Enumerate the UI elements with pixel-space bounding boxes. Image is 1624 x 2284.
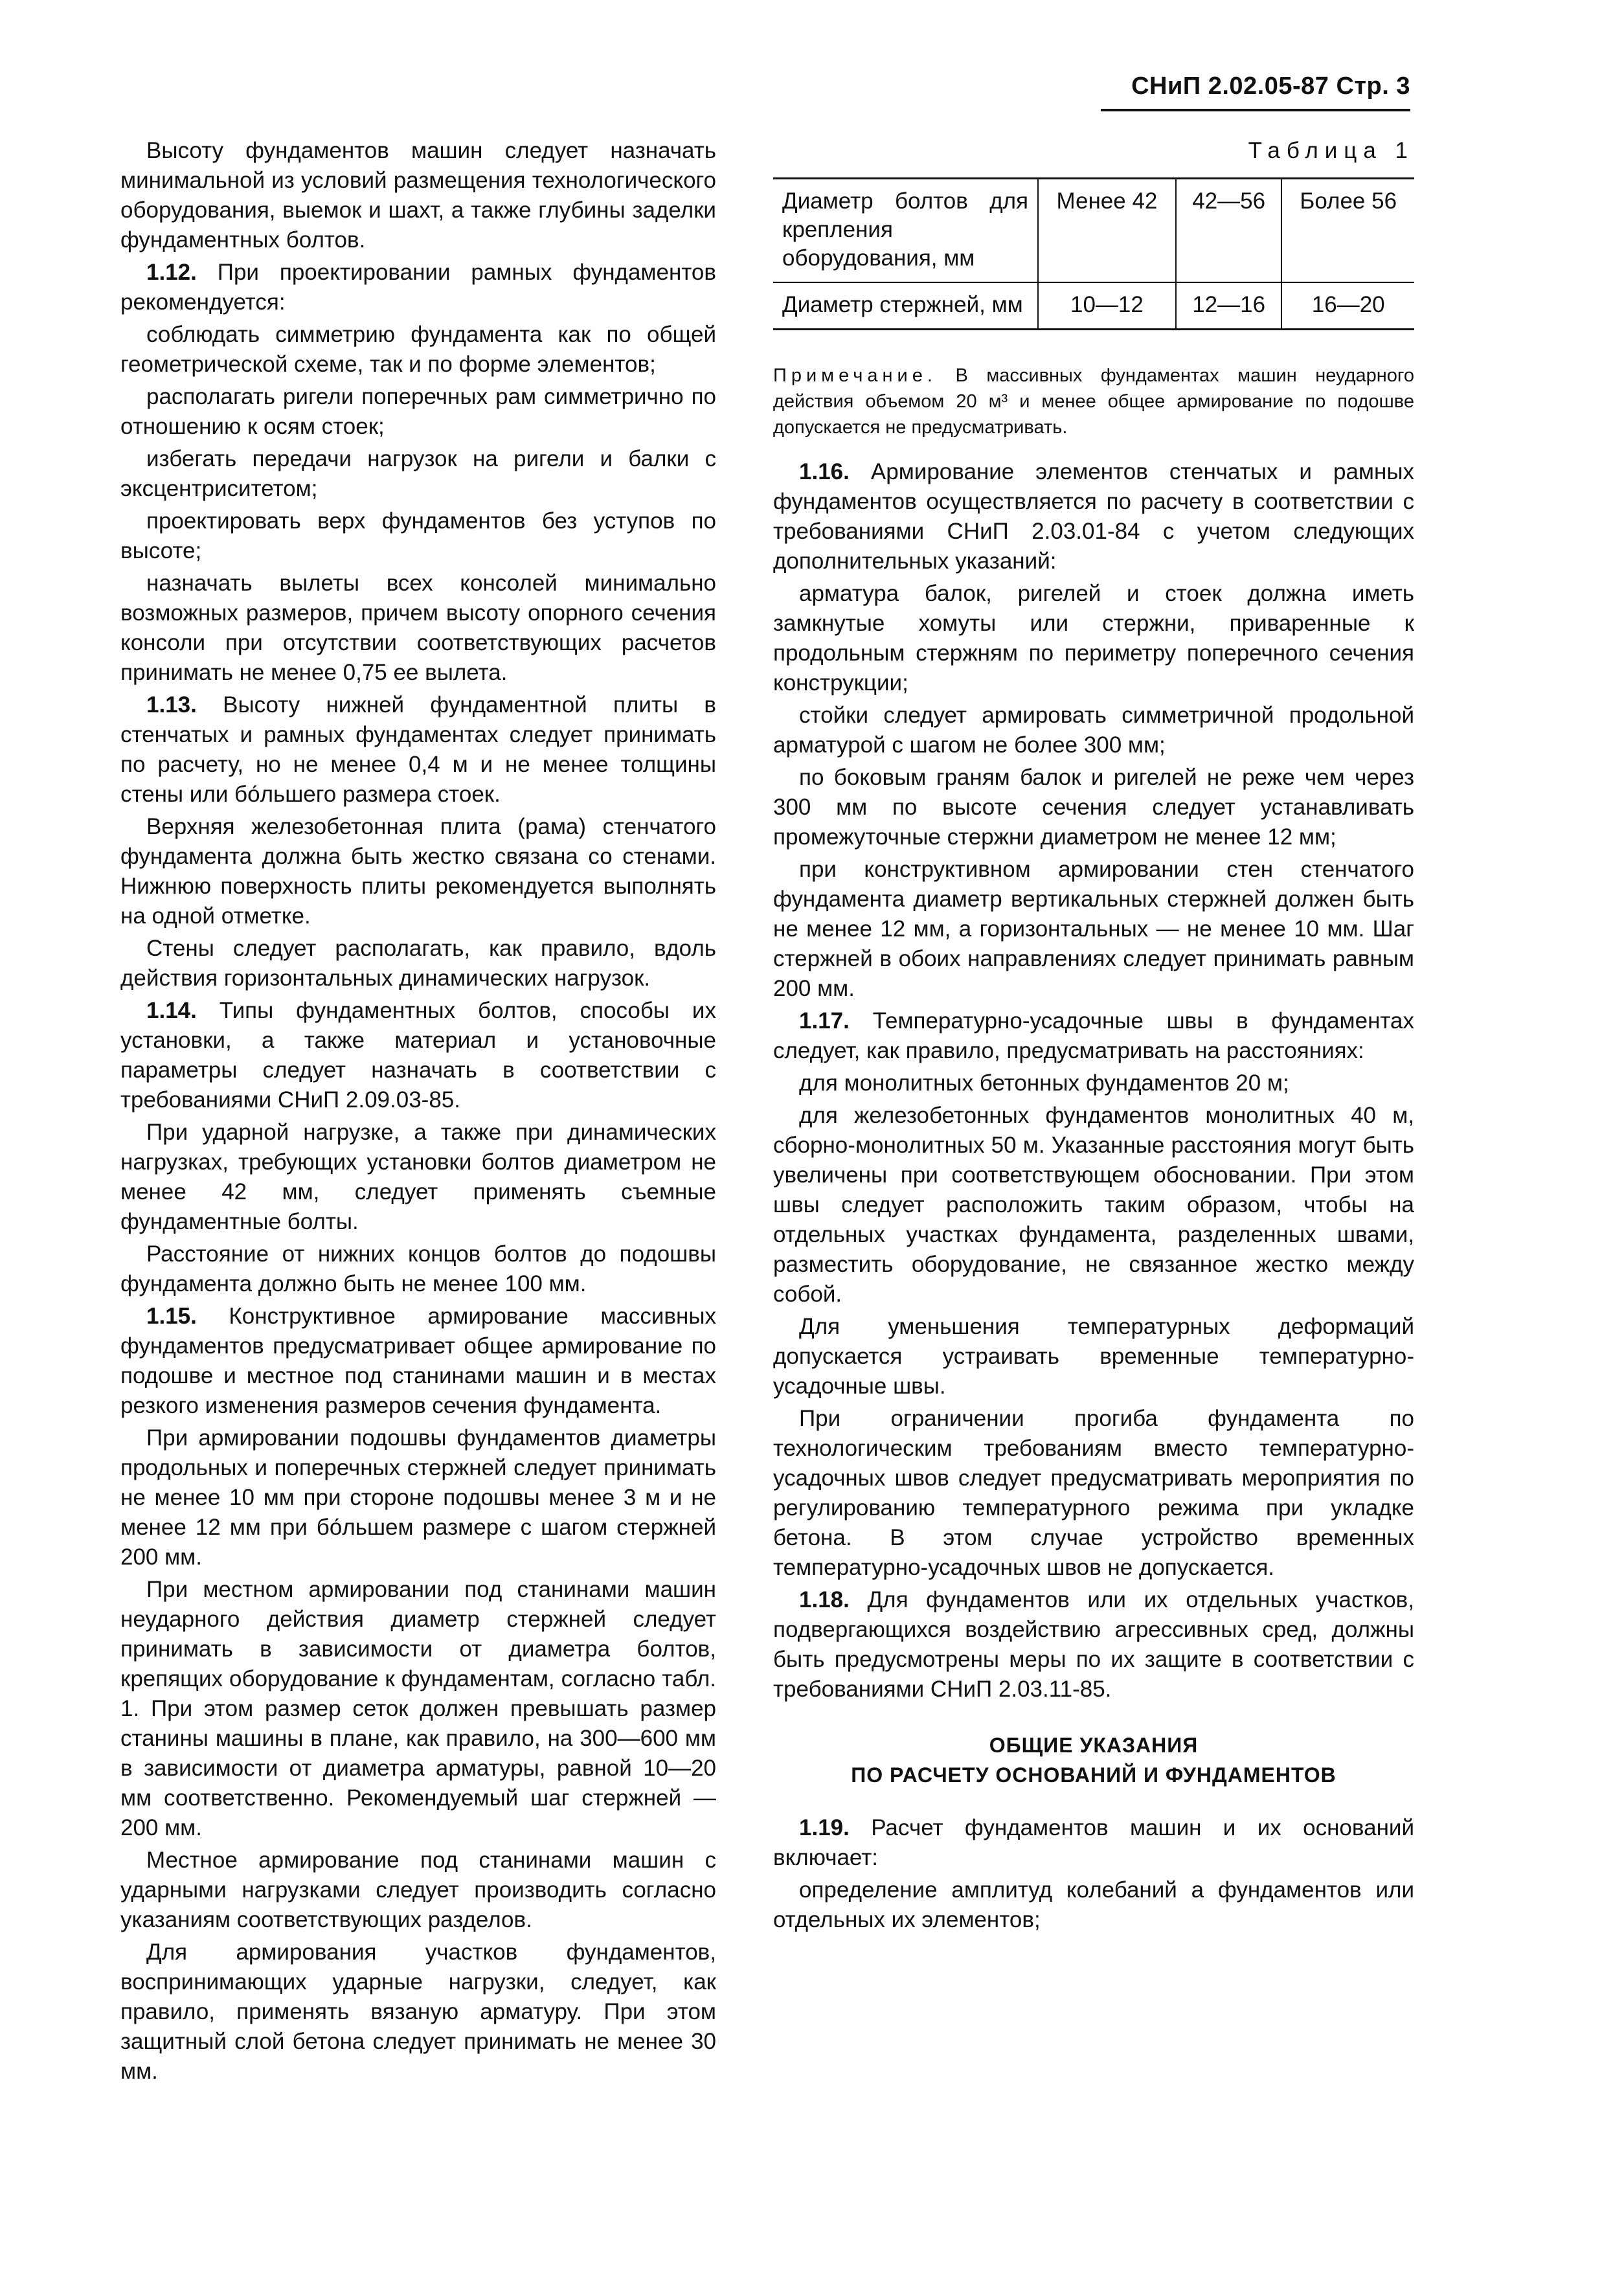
paragraph-text: При местном армировании под станинами машин неударного действия диаметр стержней следует принимать в зависимости от диаметра болтов, крепящих оборудование к фундаментам, согласно табл. 1. При этом размер сеток должен превышать размер станины машины в плане, как правило, на 300—600 мм в зависимости от диаметра арматуры, равной 10—20 мм соответственно. Рекомендуемый шаг стержней — 200 мм. [120, 1577, 716, 1840]
table-caption: Таблица 1 [1248, 138, 1414, 163]
clause-number: 1.14. [146, 998, 197, 1023]
paragraph-text: при конструктивном армировании стен стенчатого фундамента диаметр вертикальных стержней должен быть не менее 12 мм, а горизонтальных — не менее 10 мм. Шаг стержней в обоих направлениях следует принимать равным 200 мм. [773, 857, 1414, 1001]
page-header: СНиП 2.02.05-87 Стр. 3 [1131, 73, 1410, 100]
left-column [120, 136, 716, 2089]
paragraph [773, 1312, 1414, 1401]
paragraph [773, 701, 1414, 760]
paragraph [120, 996, 716, 1115]
paragraph-text: стойки следует армировать симметричной продольной арматурой с шагом не более 300 мм; [773, 703, 1414, 758]
table-cell: 16—20 [1281, 282, 1414, 330]
paragraph-text: Конструктивное армирование массивных фундаментов предусматривает общее армирование по подошве и местное под станинами машин и в местах резкого изменения размеров сечения фундамента. [120, 1304, 716, 1418]
paragraph-text: Расчет фундаментов машин и их оснований включает: [773, 1815, 1414, 1870]
paragraph-text: для железобетонных фундаментов монолитных 40 м, сборно-монолитных 50 м. Указанные расстояния могут быть увеличены при соответствующем обосновании. При этом швы следует расположить таким образом, чтобы на отдельных участках фундамента, разделенных швами, разместить оборудование, не связанное жестко между собой. [773, 1103, 1414, 1307]
paragraph [120, 812, 716, 931]
paragraph-text: Для армирования участков фундаментов, воспринимающих ударные нагрузки, следует, как правило, применять вязаную арматуру. При этом защитный слой бетона следует принимать не менее 30 мм. [120, 1939, 716, 2084]
clause-number: 1.19. [799, 1815, 850, 1840]
paragraph [120, 1239, 716, 1299]
paragraph [773, 1101, 1414, 1309]
note-text: В массивных фундаментах машин неударного действия объемом 20 м³ и менее общее армирование по подошве допускается не предусматривать. [773, 365, 1414, 438]
paragraph-text: по боковым граням балок и ригелей не реже чем через 300 мм по высоте сечения следует устанавливать промежуточные стержни диаметром не менее 12 мм; [773, 765, 1414, 850]
paragraph [120, 320, 716, 379]
paragraph [120, 506, 716, 566]
paragraph-text: Верхняя железобетонная плита (рама) стенчатого фундамента должна быть жестко связана со стенами. Нижнюю поверхность плиты рекомендуется выполнять на одной отметке. [120, 814, 716, 929]
section-heading-line: ПО РАСЧЕТУ ОСНОВАНИЙ И ФУНДАМЕНТОВ [851, 1763, 1336, 1787]
section-heading [773, 1730, 1414, 1790]
paragraph [773, 1875, 1414, 1935]
table-cell: 10—12 [1038, 282, 1176, 330]
paragraph [773, 579, 1414, 698]
header-rule [1101, 109, 1410, 111]
note-label: Примечание. [773, 365, 937, 386]
paragraph-text: определение амплитуд колебаний a фундаментов или отдельных их элементов; [773, 1877, 1414, 1932]
paragraph [120, 1118, 716, 1237]
paragraph-text: При ограничении прогиба фундамента по технологическим требованиям вместо температурно-усадочных швов следует предусматривать мероприятия по регулированию температурного режима при укладке бетона. В этом случае устройство временных температурно-усадочных швов не допускается. [773, 1406, 1414, 1580]
paragraph [773, 855, 1414, 1004]
clause-number: 1.15. [146, 1304, 197, 1329]
paragraph-text: Высоту фундаментов машин следует назначать минимальной из условий размещения технологического оборудования, выемок и шахт, а также глубины заделки фундаментных болтов. [120, 138, 716, 253]
paragraph [773, 457, 1414, 576]
clause-number: 1.13. [146, 692, 197, 718]
paragraph [120, 382, 716, 442]
right-column-paragraphs-after [773, 1813, 1414, 1935]
paragraph [120, 1938, 716, 2086]
paragraph [773, 1069, 1414, 1098]
table-cell: Диаметр стержней, мм [773, 282, 1038, 330]
paragraph-text: Для фундаментов или их отдельных участков, подвергающихся воздействию агрессивных сред, должны быть предусмотрены меры по их защите в соответствии с требованиями СНиП 2.03.11-85. [773, 1587, 1414, 1702]
right-column [773, 136, 1414, 1938]
paragraph-text: Расстояние от нижних концов болтов до подошвы фундамента должно быть не менее 100 мм. [120, 1241, 716, 1296]
clause-number: 1.12. [146, 260, 197, 285]
paragraph-text: Температурно-усадочные швы в фундаментах следует, как правило, предусматривать на расстояниях: [773, 1008, 1414, 1063]
paragraph [773, 1585, 1414, 1704]
table-cell: Диаметр болтов для крепления оборудования, мм [773, 179, 1038, 283]
clause-number: 1.18. [799, 1587, 850, 1612]
right-column-paragraphs [773, 457, 1414, 1704]
table-row [773, 179, 1414, 283]
paragraph [120, 136, 716, 255]
paragraph-text: Типы фундаментных болтов, способы их установки, а также материал и установочные параметры следует назначать в соответствии с требованиями СНиП 2.09.03-85. [120, 998, 716, 1113]
paragraph-text: Местное армирование под станинами машин с ударными нагрузками следует производить согласно указаниям соответствующих разделов. [120, 1848, 716, 1932]
paragraph-text: арматура балок, ригелей и стоек должна иметь замкнутые хомуты или стержни, приваренные к продольным стержням по периметру поперечного сечения конструкции; [773, 581, 1414, 695]
paragraph [120, 1302, 716, 1421]
paragraph-text: Для уменьшения температурных деформаций допускается устраивать временные температурно-усадочные швы. [773, 1314, 1414, 1399]
clause-number: 1.17. [799, 1008, 850, 1034]
table-1 [773, 177, 1414, 330]
table-cell: 12—16 [1176, 282, 1282, 330]
table-cell: 42—56 [1176, 179, 1282, 283]
table-cell: Более 56 [1281, 179, 1414, 283]
paragraph-text: При ударной нагрузке, а также при динамических нагрузках, требующих установки болтов диаметром не менее 42 мм, следует применять съемные фундаментные болты. [120, 1120, 716, 1234]
paragraph-text: При проектировании рамных фундаментов рекомендуется: [120, 260, 716, 315]
paragraph [120, 690, 716, 809]
paragraph-text: соблюдать симметрию фундамента как по общей геометрической схеме, так и по форме элементов; [120, 322, 716, 377]
paragraph-text: для монолитных бетонных фундаментов 20 м; [799, 1070, 1289, 1096]
paragraph [773, 1404, 1414, 1583]
paragraph [773, 763, 1414, 852]
paragraph-text: Армирование элементов стенчатых и рамных фундаментов осуществляется по расчету в соответствии с требованиями СНиП 2.03.01-84 с учетом следующих дополнительных указаний: [773, 459, 1414, 574]
paragraph-text: При армировании подошвы фундаментов диаметры продольных и поперечных стержней следует принимать не менее 10 мм при стороне подошвы менее 3 м и не менее 12 мм при бо́льшем размере с шагом стержней 200 мм. [120, 1425, 716, 1570]
paragraph-text: располагать ригели поперечных рам симметрично по отношению к осям стоек; [120, 384, 716, 439]
paragraph-text: назначать вылеты всех консолей минимально возможных размеров, причем высоту опорного сечения консоли при отсутствии соответствующих расчетов принимать не менее 0,75 ее вылета. [120, 571, 716, 685]
paragraph-text: проектировать верх фундаментов без уступов по высоте; [120, 508, 716, 563]
paragraph [120, 1846, 716, 1935]
paragraph [773, 1006, 1414, 1066]
paragraph [120, 444, 716, 504]
paragraph-text: Стены следует располагать, как правило, вдоль действия горизонтальных динамических нагрузок. [120, 936, 716, 991]
paragraph [120, 1575, 716, 1843]
section-heading-line: ОБЩИЕ УКАЗАНИЯ [989, 1734, 1199, 1757]
clause-number: 1.16. [799, 459, 850, 484]
paragraph-text: избегать передачи нагрузок на ригели и балки с эксцентриситетом; [120, 446, 716, 501]
paragraph [120, 1423, 716, 1572]
table-row [773, 282, 1414, 330]
paragraph [773, 1813, 1414, 1873]
table-note [773, 363, 1414, 440]
paragraph [120, 258, 716, 317]
table-cell: Менее 42 [1038, 179, 1176, 283]
paragraph-text: Высоту нижней фундаментной плиты в стенчатых и рамных фундаментах следует принимать по расчету, но не менее 0,4 м и не менее толщины стены или бо́льшего размера стоек. [120, 692, 716, 807]
paragraph [120, 569, 716, 688]
paragraph [120, 934, 716, 993]
